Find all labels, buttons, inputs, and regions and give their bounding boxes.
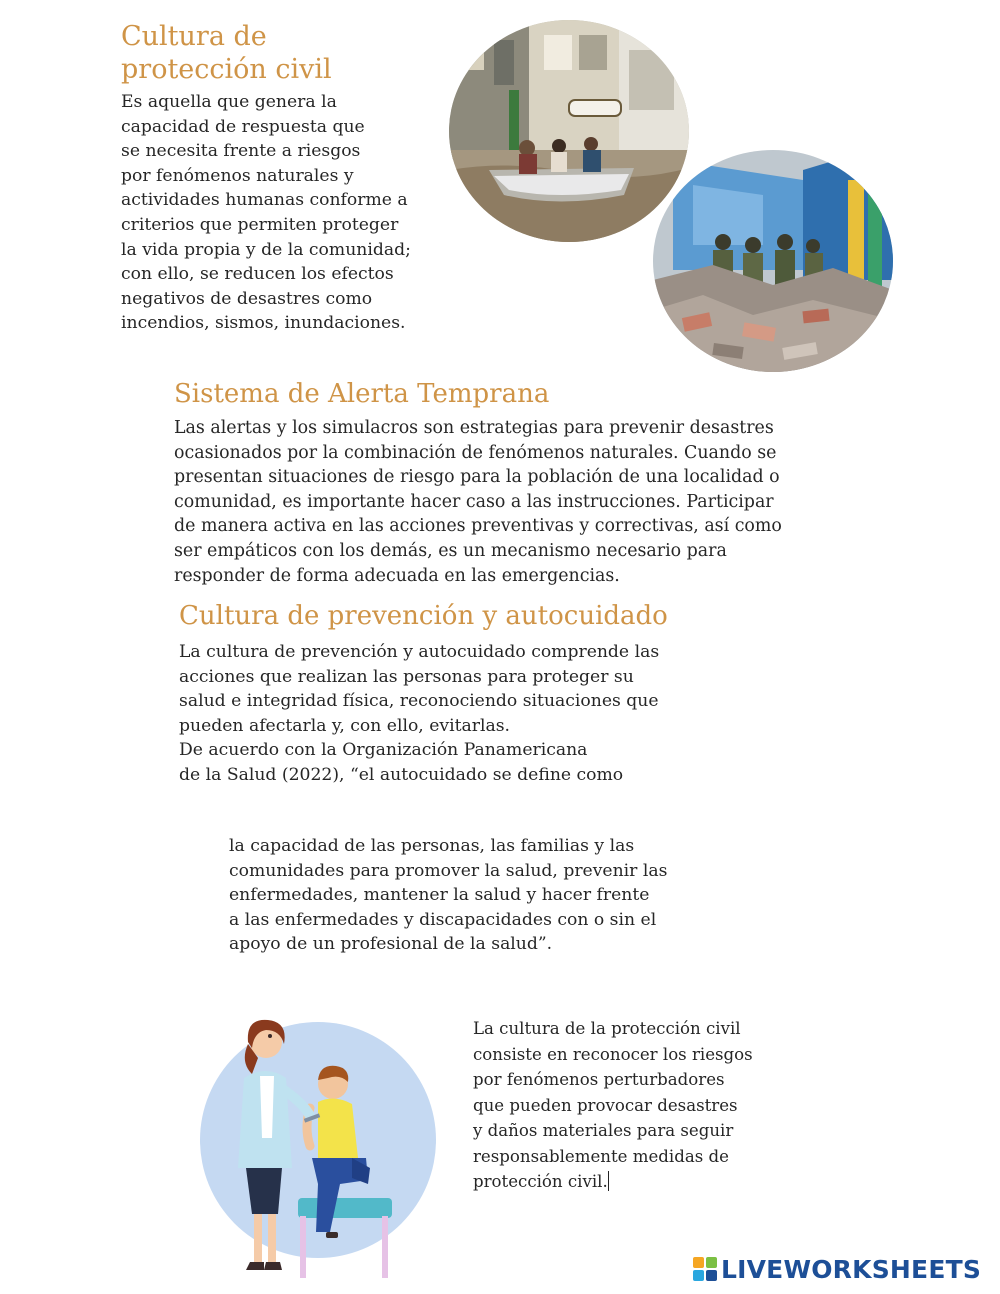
body-line: negativos de desastres como (121, 288, 373, 309)
body-line: presentan situaciones de riesgo para la población de una localidad o (174, 467, 780, 488)
answer-line: y daños materiales para seguir (473, 1121, 734, 1140)
quote-line: comunidades para promover la salud, prevenir las (229, 860, 668, 881)
body-line: responder de forma adecuada en las emergencias. (174, 565, 620, 586)
body-line: acciones que realizan las personas para proteger su (179, 666, 634, 687)
answer-line-last (473, 1169, 753, 1195)
body-line: comunidad, es importante hacer caso a las instrucciones. Participar (174, 491, 774, 512)
text-cursor (608, 1171, 609, 1191)
earthquake-photo (653, 150, 893, 372)
body-line: con ello, se reducen los efectos (121, 264, 394, 285)
liveworksheets-logo-icon (693, 1257, 717, 1281)
section-title-prevencion-autocuidado: Cultura de prevención y autocuidado (179, 601, 668, 631)
body-line: La cultura de prevención y autocuidado comprende las (179, 642, 660, 662)
answer-text[interactable] (473, 1016, 753, 1195)
doctor-vaccinating-child-illustration (200, 1018, 440, 1284)
quote-line: apoyo de un profesional de la salud”. (229, 934, 553, 955)
body-line: se necesita frente a riesgos (121, 141, 361, 162)
title-line: Cultura de (121, 21, 267, 52)
body-line: criterios que permiten proteger (121, 214, 399, 235)
quote-line: enfermedades, mantener la salud y hacer frente (229, 885, 650, 906)
answer-line: que pueden provocar desastres (473, 1095, 738, 1115)
answer-line: protección civil. (473, 1172, 608, 1191)
brand-text: LIVEWORKSHEETS (721, 1254, 982, 1284)
title-line: protección civil (121, 54, 332, 85)
body-line: Las alertas y los simulacros son estrategias para prevenir desastres (174, 418, 774, 438)
answer-line: La cultura de la protección civil (473, 1019, 741, 1038)
body-line: actividades humanas conforme a (121, 190, 408, 211)
body-line: De acuerdo con la Organización Panamericana (179, 740, 588, 761)
liveworksheets-brand (693, 1253, 981, 1285)
section-title-sistema-alerta: Sistema de Alerta Temprana (174, 379, 550, 409)
body-line: ocasionados por la combinación de fenómenos naturales. Cuando se (174, 442, 777, 463)
body-line: salud e integridad física, reconociendo situaciones que (179, 691, 659, 712)
body-line: de la Salud (2022), “el autocuidado se define como (179, 764, 624, 785)
section-body-prevencion-autocuidado (179, 640, 659, 788)
body-line: ser empáticos con los demás, es un mecanismo necesario para (174, 540, 727, 561)
body-line: Es aquella que genera la (121, 92, 337, 112)
answer-line: por fenómenos perturbadores (473, 1070, 725, 1089)
body-line: de manera activa en las acciones preventivas y correctivas, así como (174, 516, 782, 537)
flood-photo (449, 20, 689, 242)
body-line: pueden afectarla y, con ello, evitarlas. (179, 715, 511, 736)
body-line: por fenómenos naturales y (121, 165, 354, 186)
section-body-sistema-alerta (174, 416, 782, 588)
quote-line: la capacidad de las personas, las familias y las (229, 836, 635, 856)
body-line: la vida propia y de la comunidad; (121, 239, 411, 260)
quote-block (229, 834, 667, 957)
quote-line: a las enfermedades y discapacidades con o sin el (229, 909, 657, 930)
section-title-proteccion-civil (121, 20, 332, 86)
answer-line: responsablemente medidas de (473, 1146, 729, 1166)
body-line: capacidad de respuesta que (121, 116, 365, 137)
body-line: incendios, sismos, inundaciones. (121, 313, 406, 334)
answer-line: consiste en reconocer los riesgos (473, 1044, 753, 1064)
section-body-proteccion-civil (121, 90, 411, 336)
